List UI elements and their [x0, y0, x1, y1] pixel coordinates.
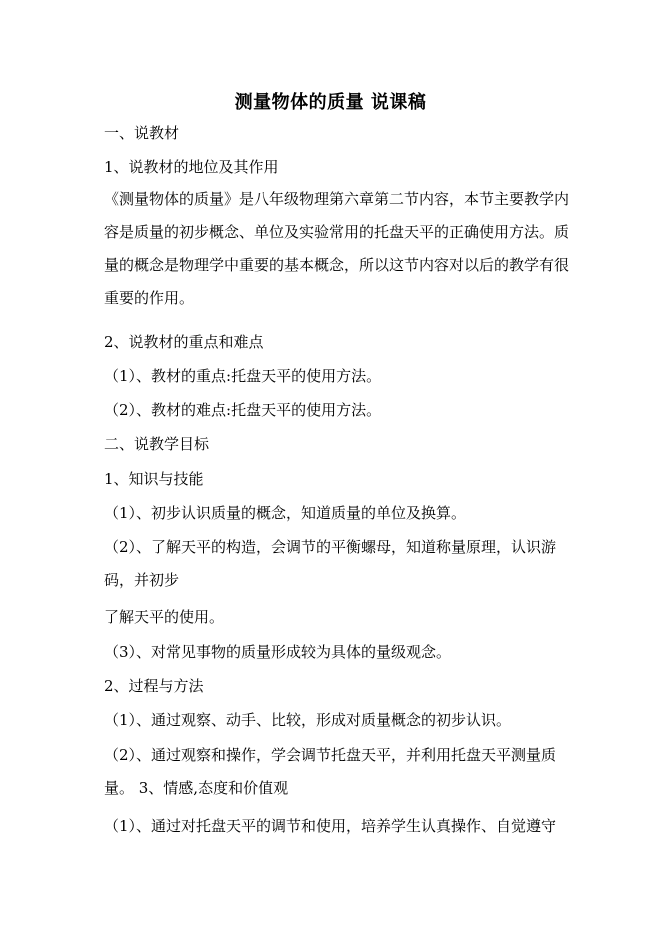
subsection-heading: 1、说教材的地位及其作用	[104, 158, 279, 176]
section-heading: 二、说教学目标	[104, 435, 210, 453]
paragraph: 《测量物体的质量》是八年级物理第六章第二节内容，本节主要教学内容是质量的初步概念、单位及实验常用的托盘天平的正确使用方法。质量的概念是物理学中重要的基本概念，所以这节内容对以后的教学有很重要的作用。	[104, 190, 570, 307]
subsection-heading: 2、说教材的重点和难点	[104, 333, 264, 351]
list-item: （2）、通过观察和操作，学会调节托盘天平，并利用托盘天平测量质量。 3、情感,态度和价值观	[104, 746, 557, 797]
paragraph-continuation: 了解天平的使用。	[104, 608, 225, 626]
document-title: 测量物体的质量 说课稿	[234, 92, 427, 113]
list-item: （1）、教材的重点:托盘天平的使用方法。	[104, 367, 382, 385]
list-item: （1）、初步认识质量的概念，知道质量的单位及换算。	[104, 504, 467, 522]
section-heading: 一、说教材	[104, 124, 180, 142]
subsection-heading: 1、知识与技能	[104, 470, 204, 488]
list-item: （1）、通过对托盘天平的调节和使用，培养学生认真操作、自觉遵守	[104, 817, 557, 835]
list-item: （2）、了解天平的构造，会调节的平衡螺母，知道称量原理，认识游码，并初步	[104, 538, 557, 589]
subsection-heading: 2、过程与方法	[104, 677, 204, 695]
list-item: （2）、教材的难点:托盘天平的使用方法。	[104, 401, 382, 419]
list-item: （3）、对常见事物的质量形成较为具体的量级观念。	[104, 643, 452, 661]
list-item: （1）、通过观察、动手、比较，形成对质量概念的初步认识。	[104, 711, 512, 729]
